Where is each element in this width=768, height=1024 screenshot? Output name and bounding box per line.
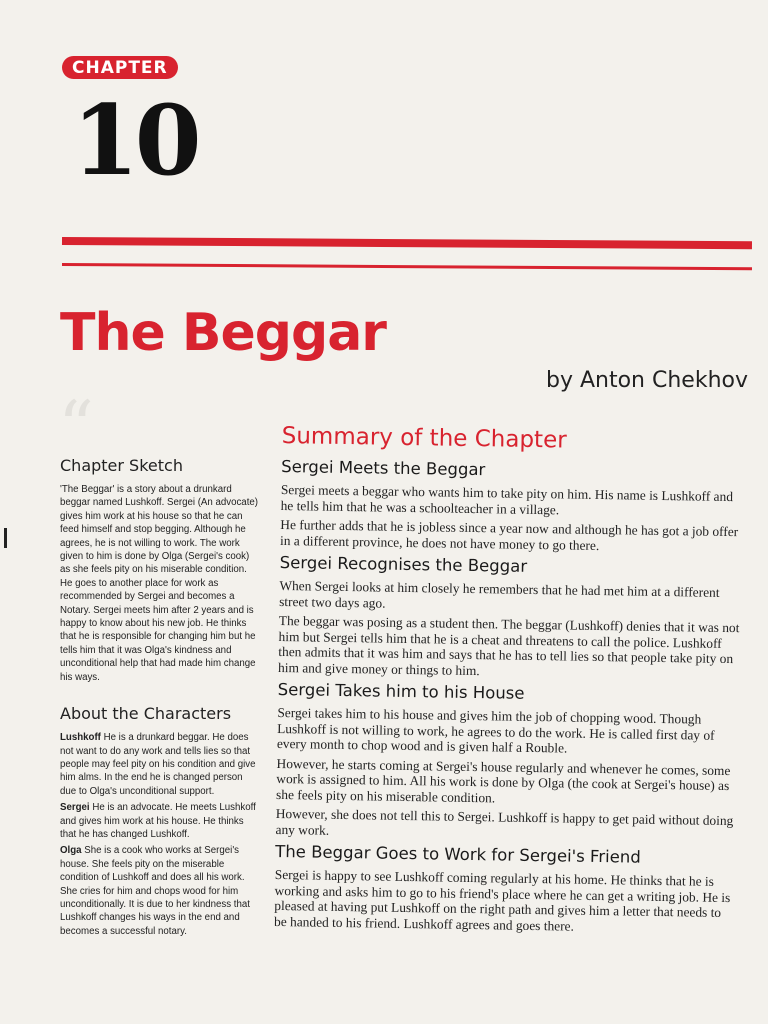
section-heading: Sergei Takes him to his House [277,679,525,703]
chapter-sketch-text: 'The Beggar' is a story about a drunkard beggar named Lushkoff. Sergei (An advocate) gives him work at his house so that he can feed himself and stop begging. Although he agrees, he is not willing to work. The work given to him is done by Olga (Sergei's cook) as she feels pity on his miserable condition. He goes to another place for work as recommended by Sergei and becomes a Notary. Sergei meets him after 2 years and is happy to know about his new job. He thinks that he is responsible for changing him but he tells him that it was Olga's kindness and unconditional help that had made him change his ways. [60,484,259,683]
section-heading: Sergei Meets the Beggar [281,456,486,480]
section-heading: Sergei Recognises the Beggar [279,552,528,576]
divider-thick [62,237,752,249]
section-paragraph: The beggar was posing as a student then. The beggar (Lushkoff) denies that it was not him but Sergei tells him that he is a cheat and threatens to call the police. Lushkoff then admits that it was him and says that he has to tell lies so that people take pity on him and give money or things to him. [278,612,740,678]
characters-heading: About the Characters [60,704,232,724]
character-description: He is a drunkard beggar. He does not want to do any work and tells lies so that people may feel pity on his condition and give him alms. In the end he is changed person due to Olga's unconditional support. [60,732,256,797]
divider-thin [62,263,752,270]
section-paragraph: When Sergei looks at him closely he remembers that he had met him at a different street two days ago. [279,577,720,611]
spacer [60,687,258,703]
character-description: She is a cook who works at Sergei's house. She feels pity on the miserable condition of Lushkoff and does all his work. She cries for him and chops wood for him unconditionally. It is due to her kindness that Lushkoff changes his ways in the end and becomes a successful notary. [60,845,250,937]
character-name: Lushkoff [60,732,101,744]
section-paragraph: He further adds that he is jobless since a year now and although he has got a job offer in a different province, he does not have money to go there. [279,516,739,553]
chapter-number: 10 [72,84,198,197]
summary-heading: Summary of the Chapter [281,422,567,454]
author-byline: by Anton Chekhov [546,368,748,393]
section-paragraph: Sergei meets a beggar who wants him to take pity on him. His name is Lushkoff and he tells him that he was a schoolteacher in a village. [280,481,734,517]
character-name: Sergei [60,802,90,814]
edge-mark [4,528,11,548]
character-name: Olga [60,845,82,857]
section-paragraph: However, she does not tell this to Sergei. Lushkoff is happy to get paid without doing any work. [275,805,734,838]
story-title: The Beggar [60,303,386,363]
character-description: He is an advocate. He meets Lushkoff and gives him work at his house. He thinks that he has changed Lushkoff. [60,802,256,840]
left-column [60,455,258,941]
section-paragraph: Sergei is happy to see Lushkoff coming regularly at his home. He thinks that he is working and asks him to go to his friend's place where he can get a writing job. He is pleased at having put Lushkoff on the right path and gives him a letter that needs to be handed to his friend. Lushkoff agrees and goes there. [274,866,731,934]
chapter-badge: CHAPTER [62,56,178,79]
character-entry [60,844,258,938]
quote-mark-icon: “ [58,386,94,468]
section-paragraph: Sergei takes him to his house and gives him the job of chopping wood. Though Lushkoff is not willing to work, he agrees to do the work. He is called first day of every month to chop wood and is given half a Rouble. [276,704,715,756]
character-entry [60,801,258,841]
summary-column [274,420,744,940]
section-paragraph: However, he starts coming at Sergei's house regularly and whenever he comes, some work is assigned to him. All his work is done by Olga (the cook at Sergei's house) as she feels pity on his miserable condition. [276,755,731,805]
chapter-sketch-heading: Chapter Sketch [60,456,183,475]
section-heading: The Beggar Goes to Work for Sergei's Friend [275,841,641,867]
character-entry [60,731,258,798]
